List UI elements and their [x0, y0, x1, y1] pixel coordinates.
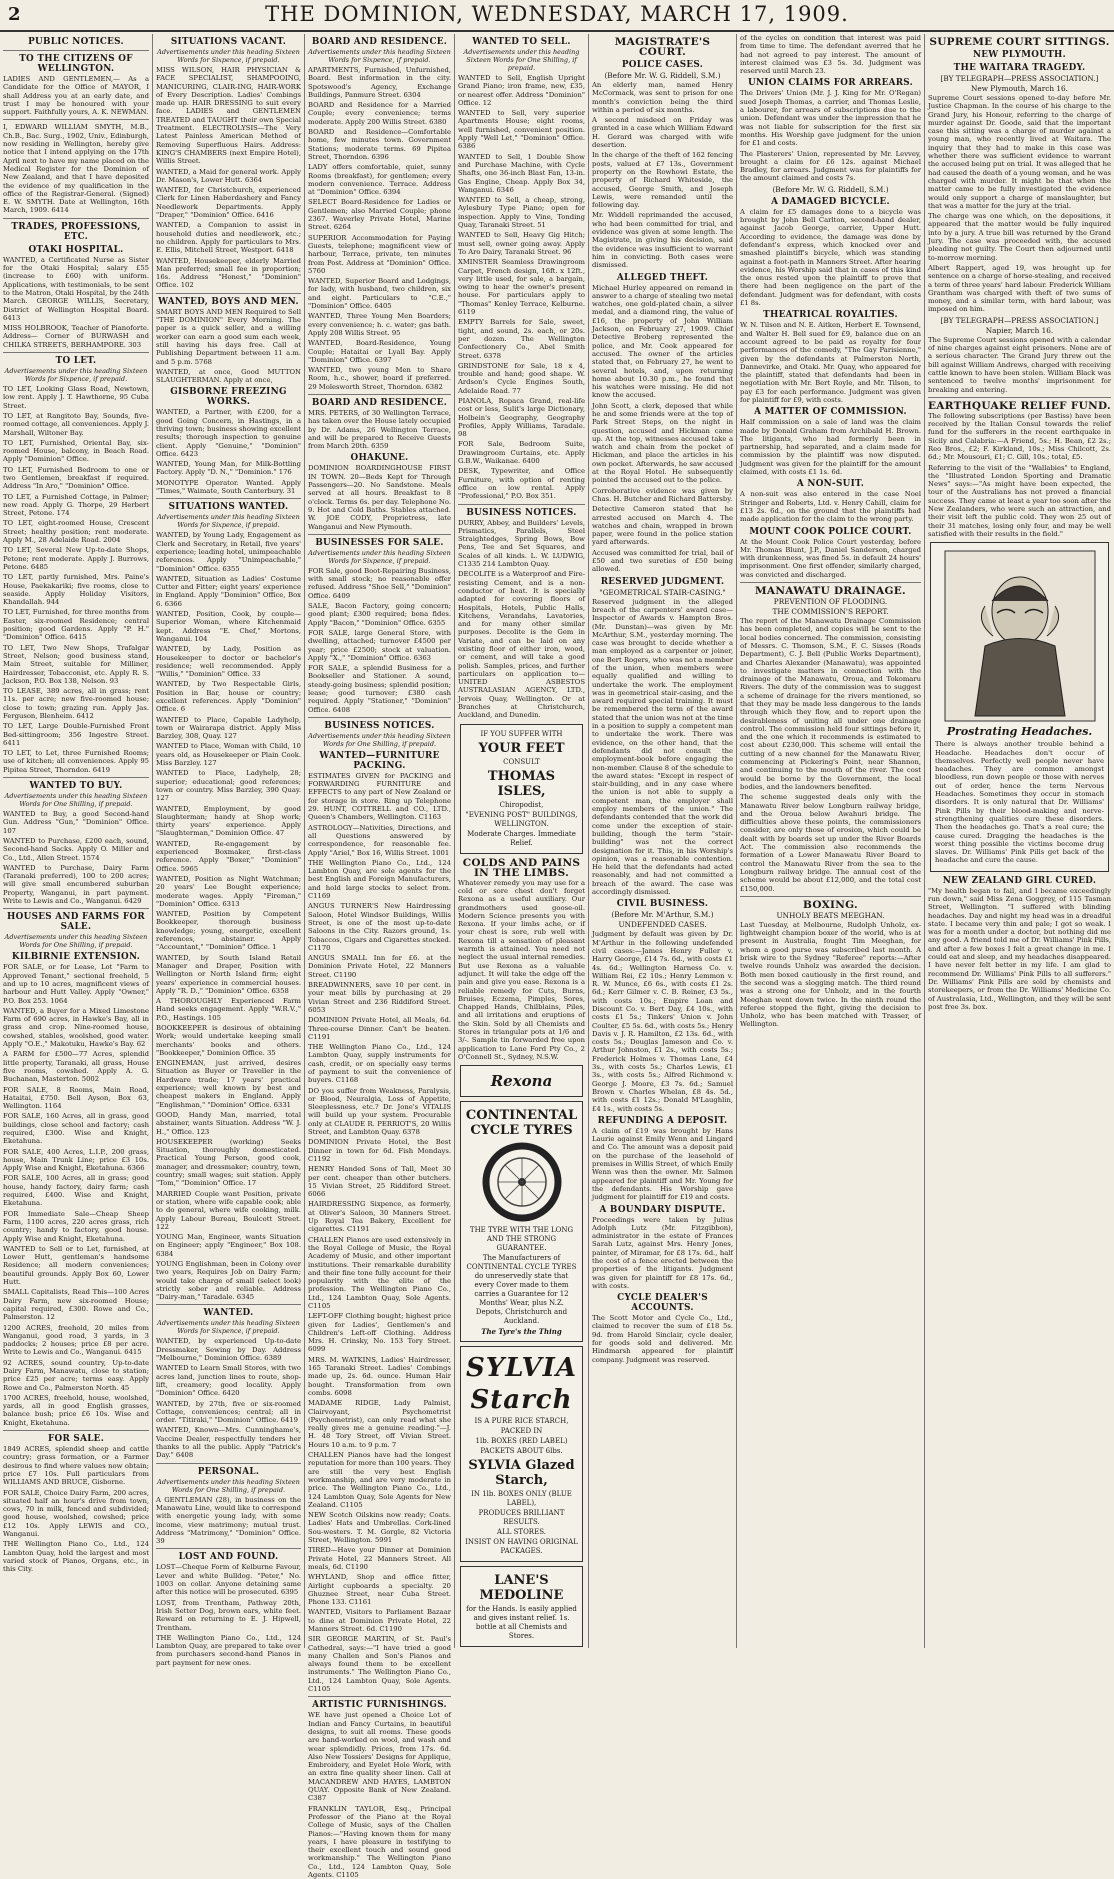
sylvia-starch-advert [460, 1346, 583, 1562]
advert-headline: Prostrating Headaches. [946, 725, 1093, 739]
article-paragraph: Accused was committed for trial, bail of £50 and two sureties of £50 being allowed. [592, 548, 733, 574]
classified-ad: MRS. PETERS, of 30 Wellington Terrace, has taken over the House lately occupied by Dr. Adams, 26 Wellington Terrace, and will be prepared to Receive Guests from March 20th. 6359 [308, 408, 451, 451]
divider [3, 218, 149, 219]
heading-note: Advertisements under this heading Sixteen Words for One Shilling, if prepaid. [463, 48, 580, 72]
section-heading: THE WAITARA TRAGEDY. [953, 63, 1086, 73]
subheading: (Before Mr. M'Arthur, S.M.) [611, 910, 714, 920]
advert-text: IF YOU SUFFER WITH [480, 729, 563, 738]
classified-ad: TIRED—Have your Dinner at Dominion Private Hotel, 22 Manners Street. All meals, 6d. C1190 [308, 1546, 451, 1571]
divider [3, 908, 149, 909]
subheading: UNHOLY BEATS MEEGHAN. [776, 910, 885, 920]
section-heading: WANTED, BOYS AND MEN. [158, 296, 299, 307]
classified-ad: WANTED, Position by Competent Bookkeeper, thorough business knowledge; young, energetic, excellent references, abstainer. Apply "Accountant," "Dominion" Office. 1 [156, 910, 301, 952]
classified-ad: DOMINION Private Hotel, all Meals, 6d. Three-course Dinner. Can't be beaten. C1191 [308, 1016, 451, 1041]
classified-ad: ESTIMATES GIVEN for PACKING and FORWARDING FURNITURE and EFFECTS to any part of New Zealand or for storage in store. Ring up Telephone 29. HUNT, COTTRELL and CO., LTD., Queen's Chambers, Wellington. C1163 [308, 771, 451, 822]
section-heading: OTAKI HOSPITAL. [28, 244, 124, 255]
classified-ad: HAIRDRESSING Sixpence, as formerly, at Oliver's Saloon, 30 Manners Street. Up Royal Tea Bakery, Excellent for cigarettes. C1191 [308, 1200, 451, 1234]
classified-ad: YOUNG Man, Engineer, wants Situation on Engineer; apply "Engineer," Box 108. 6384 [156, 1233, 301, 1258]
classified-ad: WHYLAND, Shop and office fitter, Airlight cupboards a specialty. 20 Ghuznee Street, near Cuba Street. Phone 133. C1161 [308, 1573, 451, 1607]
classified-ad: TO LET, a Furnished Cottage, in Palmer; new road. Apply G. Thorpe, 29 Herbert Street, Petone. 174 [3, 492, 149, 518]
advert-text: 1lb. BOXES (RED LABEL) [475, 1437, 568, 1446]
section-heading: A DAMAGED BICYCLE. [771, 196, 890, 207]
section-heading: WANTED. [203, 1308, 254, 1319]
classified-ad: TO LET, Several New Up-to-date Shops, Petone; rent moderate. Apply J. Burrows, Petone. 6485 [3, 546, 149, 571]
column-5 [588, 34, 736, 1648]
divider [308, 1696, 451, 1697]
classified-ad: LEFT-OFF Clothing bought; highest price given for Ladies', Gentlemen's and Children's Left-off Clothing. Address Mrs. H. Crinsky, No. 153 Tory Street. 6099 [308, 1312, 451, 1354]
advert-brand: Starch [470, 1385, 573, 1416]
section-heading: CIVIL BUSINESS. [616, 899, 709, 910]
classified-ad: 92 ACRES, sound country, Up-to-date Dairy Farm, Manawatu, close to station; price £25 per acre; terms easy. Apply Rowe and Co., Palmerston North. 45 [3, 1358, 149, 1392]
section-heading: WANTED TO BUY. [29, 781, 123, 792]
classified-ad: WANTED, for Christchurch, experienced Clerk for Linen Haberdashery and Fancy Needlework Departments. Apply "Draper," "Dominion" Office. 6416 [156, 186, 301, 220]
classified-ad: WE have just opened a Choice Lot of Indian and Fancy Curtains, in beautiful designs, to suit all rooms. These goods are hand-worked on wool, and wash and wear splendidly. Prices, from 17s. 6d. Also New Tossiers' Designs for Applique, Embroidery, and Eyelet Hole Work, with an extra fine quality sheer linen. Call at MACANDREW AND HAYES, LAMBTON QUAY. Opposite Bank of New Zealand. C387 [308, 1711, 451, 1803]
advert-text: Chiropodist, [499, 800, 544, 809]
section-heading: WANTED TO SELL. [472, 37, 571, 47]
classified-ad: FOR SALE, 400 Acres, L.I.P., 200 grass, house, Main Trunk Line; price £3 10s. Apply Wise and Knight, Eketahuna. 6366 [3, 1147, 149, 1173]
article-paragraph: Detective Cameron stated that he arrested accused on March 4. The watches and chain, wrapped in brown paper, were found in the police station yard afterwards. [592, 505, 733, 547]
classified-ad: TO LET, Furnished, for three months from Easter, six-roomed Residence; central position; good Gardens. Apply "P. H." "Dominion" Office. 6415 [3, 608, 149, 642]
divider [740, 896, 921, 897]
article-paragraph: The Plasterers' Union, represented by Mr. Levvey, brought a claim for £6 12s. against Michael Bradley, for arrears. Judgment was for plaintiffs for the amount claimed and costs 7s. [740, 149, 921, 183]
classified-ad: FRANKLIN TAYLOR, Esq., Principal Professor of the Piano at the Royal College of Music, says of the Challen Pianos:—"Having known them for many years, I have pleasure in testifying to their excellent touch and sound good workmanship." The Wellington Piano Co., Ltd., 124 Lambton Quay, Sole Agents. C1105 [308, 1804, 451, 1879]
article-paragraph: Corroborative evidence was given by Chas. H. Butcher and Richard Battersby. [592, 486, 733, 503]
classified-ad: THE Wellington Piano Co., Ltd., 124 Lambton Quay, are sole agents for the best English and Foreign Manufacturers, and hold large stocks to select from. C1169 [308, 858, 451, 901]
subheading: Napier, March 16. [985, 325, 1054, 335]
classified-ad: WANTED to Sell, Heavy Gig Hitch; must sell, owner going away. Apply To Aro Dairy, Taranaki Street. 96 [458, 231, 585, 256]
section-heading: BOARD AND RESIDENCE. [311, 397, 448, 408]
advert-brand: SYLVIA [465, 1353, 578, 1384]
section-heading: EARTHQUAKE RELIEF FUND. [928, 399, 1111, 412]
pink-pills-advert [930, 542, 1109, 871]
article-paragraph: The scheme suggested deals only with the Manawatu River below Longburn railway bridge, and the Oroua below Awahuri bridge. The difficulties above these points, the commissioners consider, are only those of erosion, which could be dealt with by boards set up under the River Boards Act. The commission also recommends the formation of a Lower Manawatu River Board to control the Manawatu River from the sea to the Longburn railway bridge. The annual cost of the scheme would be about £12,000, and the total cost £150,000. [740, 793, 921, 893]
classified-ad: A FARM for £500—77 Acres, splendid little property, Taranaki, all grass, House five rooms, cowshed. Apply A. G. Buchanan, Masterton. 5002 [3, 1050, 149, 1084]
section-heading: UNION CLAIMS FOR ARREARS. [747, 78, 914, 89]
article-paragraph: Michael Hurley appeared on remand in answer to a charge of stealing two metal watches, one gold-plated chain, a silver medal, and a diamond ring, the value of £16, the property of John William Jackson, on February 27, 1909. Chief Detective Broberg represented the police, and Mr. Cook appeared for accused. The owner of the articles stated that, on February 27, he went to several hotels, and, upon returning home about 10.30 p.m., he found that his watches were missing. He did not know the accused. [592, 283, 733, 400]
article-paragraph: The Scott Motor and Cycle Co., Ltd., claimed to recover the sum of £18 5s. 9d. from Harold Sinclair, cycle dealer, for goods sold and delivered. Mr. Hindmarsh appeared for plaintiff company. Judgment was reserved. [592, 1314, 733, 1364]
classified-ad: 1849 ACRES, splendid sheep and cattle country; grass formation, or a Farmer desirous to find where values now obtain; price £7 10s. Full particulars from WILLIAMS AND BRUCE, Gisborne. [3, 1445, 149, 1487]
classified-ad: TO LET, Large Double-Furnished Front Bed-sittingroom; 356 Ingestre Street. 6411 [3, 722, 149, 747]
rexona-advert [460, 1065, 583, 1097]
heading-note: Advertisements under this heading Sixteen Words for Sixpence, if prepaid. [157, 48, 300, 64]
notice: LADIES AND GENTLEMEN,— As a Candidate for the Office of MAYOR, I shall Address you at an early date, and trust I may be honoured with your support. Faithfully yours, A. K. NEWMAN. [3, 75, 149, 117]
classified-ad: GOOD, Handy Man, married, total abstainer, wants Situation. Address "W. J. H.," Office. 123 [156, 1110, 301, 1136]
section-heading: PUBLIC NOTICES. [28, 37, 124, 47]
classified-ad: MRS. M. WATKINS, Ladies' Hairdresser, 165 Taranaki Street. Ladies' Combings made up, 2s. 6d. ounce. Human Hair bought. Transformation from own combs. 6098 [308, 1355, 451, 1397]
section-heading: A BOUNDARY DISPUTE. [599, 1204, 726, 1215]
classified-ad: WANTED, a Maid for general work. Apply Dr. Mason's, Lower Hutt. 6364 [156, 167, 301, 184]
heading-note: Advertisements under this heading Sixteen Words for One Shilling, if prepaid. [4, 933, 148, 950]
article-paragraph: Last Tuesday, at Melbourne, Rudolph Unholz, ex-lightweight champion boxer of the world, who is at present in Australia, fought Tim Meeghan, for whom a good purse was subscribed last month. A brisk wire to the Sydney "Referee" reports:—After twelve rounds Unholz was awarded the decision. Both men boxed cautiously in the first round, and the second was a slogging match. The third round was a strong one for Unholz, and in the fourth Meeghan went down twice. In the ninth round the referee stopped the fight, giving the decision to Unholz, who has been matched with Trasser, of Wellington. [740, 920, 921, 1029]
subheading: (Before Mr. W. G. Riddell, S.M.) [604, 71, 721, 80]
classified-ad: ANGUS TURNER'S New Hairdressing Saloon, Hotel Windsor Buildings, Willis Street, is one of the most up-to-date Saloons in the City. Razors ground, 1s. Tobaccos, Cigars and Cigarettes stocked. C1170 [308, 902, 451, 952]
subheading: New Plymouth, March 16. [971, 84, 1068, 93]
section-heading: LOST AND FOUND. [178, 1552, 279, 1563]
divider [156, 1463, 301, 1464]
classified-ad: WANTED to Sell, 1 Double Show and Purchase Machine, with Cycle Shafts, one 36-inch Blast Fan, 13-in. Gas Engine, Cheap. Apply Box 34, Wanganui. 6346 [458, 152, 585, 194]
classified-ad: SUPERIOR Accommodation for Paying Guests, telephone; magnificent view of harbour, Terrace, private, ten minutes from Post. Address at "Dominion" Office. 5760 [308, 233, 451, 275]
section-heading: POLICE CASES. [621, 60, 704, 70]
classified-ad: FOR SALE, 8 Rooms, Main Road, Hataitai, £750. Bell Ayson, Box 63, Wellington. 1164 [3, 1085, 149, 1111]
classified-ad: A THOROUGHLY Experienced Farm Hand seeks engagement. Apply "W.R.V.," P.O., Hastings. 105 [156, 997, 301, 1022]
classified-ad: WANTED to Place, Woman with Child, 10 years old, as Housekeeper or Plain Cook. Miss Barzley. 127 [156, 742, 301, 768]
classified-ad: WANTED, by Young Lady, Engagement as Clerk and Secretary, in Retail, five years' experience; leading hotel, unimpeachable references. Apply "Unimpeachable," "Dominion" Office. 6355 [156, 531, 301, 573]
divider [308, 717, 451, 718]
tyre-icon [482, 1142, 562, 1222]
classified-ad: FOR Sale, good Boot-Repairing Business, with small stock; no reasonable offer refused. Address "Shoe Sell," "Dominion" Office. 6409 [308, 566, 451, 600]
heading-note: Advertisements under this heading Sixteen Words for Sixpence, if prepaid. [308, 548, 451, 565]
advert-headline: CONTINENTAL CYCLE TYRES [465, 1108, 578, 1139]
article-paragraph: The Drivers' Union (Mr. J. J. King for Mr. O'Regan) sued Joseph Thomas, a carrier, and Thomas Leslie, a labourer, for arrears of subscriptions due to the union. Defendant was under the impression that he was not liable for subscription for the first six months. His Worship gave judgment for the union for £1 and costs. [740, 89, 921, 148]
classified-ad: HOUSEKEEPER (working) Seeks Situation, thoroughly domesticated. Practical Young Person, good cook, manager, and dressmaker; country, town, country; small wages; suit station. Apply "Tom," "Dominion" Office. 17 [156, 1137, 301, 1188]
divider [3, 777, 149, 778]
newspaper-title: THE DOMINION, WEDNESDAY, MARCH 17, 1909. [265, 2, 849, 26]
advert-text: Moderate Charges. Immediate Relief. [467, 829, 576, 847]
classified-ad: WANTED, by 27th, five or six-roomed Cottage, conveniences; central; all in order. "Titiraki," "Dominion" Office. 6419 [156, 1399, 301, 1425]
classified-ad: WANTED, a Partner, with £200, for a good Going Concern, in Hastings, in a thriving town; business showing excellent results; thorough inspection to genuine client. Apply "Genuine," "Dominion" Office. 6423 [156, 408, 301, 458]
classified-ad: TO LET, partly furnished, Mrs. Paine's House, Paekakariki; five rooms, close to seaside. Apply Holiday Visitors, Khandallah. 944 [3, 573, 149, 607]
article-paragraph: Albert Rappert, aged 19, was brought up for sentence on a charge of horse-stealing, and received a term of three years' hard labour. Frederick William Grantham was charged with theft of two sums of money, and a similar term, with hard labour, was imposed on him. [928, 263, 1111, 314]
heading-note: Advertisements under this heading Sixteen Words for One Shilling, if prepaid. [308, 731, 451, 748]
classified-ad: MADAME RIDGE, Lady Palmist, Clairvoyant, Psychometrist (Psychometrist), can only read what she really gives me a genuine reading."—J. H. 48 Tory Street, off Vivian Street. Hours 10 a.m. to 9 p.m. 7 [308, 1399, 451, 1449]
classified-ad: SIR GEORGE MARTIN, of St. Paul's Cathedral, says:—"I have tried a good many Challen and Son's Pianos and always found them to be excellent instruments." The Wellington Piano Co., Ltd., 124 Lambton Quay, Sole Agents. C1105 [308, 1635, 451, 1694]
section-heading: PERSONAL. [197, 1466, 260, 1477]
column-4 [454, 34, 588, 1648]
classified-ad: SMART BOYS AND MEN Required to Sell "THE DOMINION" Every Morning. The paper is a quick seller, and a willing worker can earn a good sum each week, still having his days free. Call at Publishing Department between 11 a.m. and 5 p.m. 5768 [156, 307, 301, 366]
classified-ad: MARRIED Couple want Position, private or station, where wife capable cook; able to do general, where wife cooking, milk. Apply Labour Bureau, Boulcott Street. 122 [156, 1189, 301, 1231]
classified-ad: TO LET, Furnished, Oriental Bay, six-roomed House, balcony, in Beach Road. Apply "Dominion" Office. [3, 438, 149, 464]
column-3 [304, 34, 454, 1879]
column-7 [924, 34, 1114, 1648]
section-heading: ARTISTIC FURNISHINGS. [312, 1700, 447, 1711]
classified-ad: LOST, from Trentham, Pathway 20th, Irish Setter Dog, brown ears, white feet. Reward on returning to E. J. Hipwell, Trentham. [156, 1598, 301, 1632]
advert-headline: LANE'S MEDOLINE [479, 1573, 564, 1604]
divider [156, 1304, 301, 1305]
classified-ad: WANTED, Known—Mrs. Cunninghame's, Vaccine Dealer, respectfully tenders her thanks to all the public. Apply "Patrick's Day." 6408 [156, 1426, 301, 1460]
article-paragraph: At the Mount Cook Police Court yesterday, before Mr. Thomas Blunt, J.P., Daniel Sanderson, charged with drunkenness, was fined 5s. in default 24 hours' imprisonment. One first offender, similarly charged, was convicted and discharged. [740, 537, 921, 579]
classified-ad: WANTED, Three Young Men Boarders; every convenience; h. c. water; gas bath. Apply 208 Willis Street. 95 [308, 312, 451, 337]
section-heading: A NON-SUIT. [796, 479, 865, 490]
classified-ad: WANTED, at once, Good MUTTON SLAUGHTERMAN. Apply at once, [156, 367, 301, 385]
advert-headline: YOUR FEET [478, 740, 565, 756]
classified-ad: WANTED, Position, Cook, by couple—Superior Woman, where Kitchenmaid kept. Address "E. Chef," Mortons, Wanganui. 104 [156, 610, 301, 643]
article-paragraph: In the charge of the theft of 162 fencing posts, valued at £7 13s., Government property on the Rowhowi Estate, the property of Richard Whiteside, the accused, George Smith, and Joseph Lewis, were remanded until the following day. [592, 151, 733, 210]
classified-ad: XMINSTER Seamless Drawingroom Carpet, French design, 16ft. x 12ft., very little used, for sale, a bargain, owing to hear the owner's present house. For particulars apply to "Thomas" Kenley Terrace, Kelburne. 6119 [458, 258, 585, 317]
heading-note: Advertisements under this heading Sixteen Words for One Shilling, if prepaid. [4, 792, 148, 809]
classified-ad: WANTED, Situation as Ladies' Costume Cutter and Fitter; eight years' experience in England. Apply "Dominion" Office, Box 6. 6366 [156, 574, 301, 608]
page-number: 2 [8, 4, 21, 25]
article-paragraph: A claim for £5 damages done to a bicycle was brought by John Bell Carlton, second-hand dealer, against Jacob George, carrier, Upper Hutt. According to evidence, the damage was done by defendant's express, which knocked over and smashed plaintiff's bicycle, which was standing against a foot-path in Manners Street. After hearing evidence, his Worship said that in cases of this kind the onus rested upon the plaintiff to prove that there had been negligence on the part of the defendant. Judgment was for defendant, with costs £1 8s. [740, 207, 921, 308]
classified-ad: ENGINEMAN, just arrived, desires Situation as Buyer or Traveller in the Hardware trade; 17 years' practical experience; well known by best and cheapest makers in England. Apply "Englishman," "Dominion" Office. 6331 [156, 1059, 301, 1109]
article-paragraph: The following subscriptions (per Bastiss) have been received by the Italian Consul towards the relief fund for the sufferers in the recent earthquake in Sicily and Calabria:—A Friend, 5s.; H. Bean, £2 2s.; Reo Bros., £2; F. Kirkland, 10s.; Miss Chilcott, 2s. 6d.; Mr. Mousouri, £1; C. Gill, 10s.; total, £5. [928, 411, 1111, 462]
classified-ad: WANTED to Sell, very superior Apartments House; eight rooms, well furnished, convenient position. Apply "Well Let," "Dominion" Office. 6386 [458, 109, 585, 151]
divider [3, 352, 149, 353]
classified-ad: WANTED, Housekeeper, elderly Married Man preferred; small fee in proportion; 16s. Address "Honest," "Dominion" Office. 102 [156, 256, 301, 290]
heading-note: Advertisements under this heading Sixteen Words for Sixpence, if prepaid. [157, 1319, 300, 1336]
column-1 [0, 34, 152, 1648]
article-paragraph: Half commission on a sale of land was the claim made by Donald Graham from Archibald H. Brown. The litigants, who had formerly been in partnership, had separated, and a claim made for commission by the plaintiff was now disputed. Judgment was given for the plaintiff for the amount claimed, with costs £1 1s. 6d. [740, 418, 921, 477]
article-paragraph: of the cycles on condition that interest was paid from time to time. The defendant averred that he had not agreed to pay interest. The amount of interest claimed was £3 5s. 3d. Judgment was reserved until March 23. [740, 34, 921, 76]
divider [458, 504, 585, 505]
advert-text: INSIST ON HAVING ORIGINAL PACKAGES. [465, 1538, 578, 1556]
advert-text: THE TYRE WITH THE LONG AND THE STRONG GUARANTEE. [469, 1226, 574, 1253]
notice: WANTED, a Certificated Nurse as Sister for the Otaki Hospital; salary £55 (increase to £60) with uniform. Applications, with testimonials, to be sent to the Matron, Otaki Hospital, by the 24th March. GEORGE WILLIS, Secretary, District of Wellington Hospital Board. 6413 [3, 255, 149, 322]
classified-ad: WANTED to Place, Ladyhelp, 28; superior; educational; good references; town or country. Miss Barzley, 390 Quay. 127 [156, 769, 301, 803]
classified-ad: WANTED to Learn Small Stores, with two acres land, junction lines to route, shop-lift, creamery; good locality. Apply "Dominion" Office. 6420 [156, 1364, 301, 1398]
section-heading: MOUNT COOK POLICE COURT. [749, 526, 912, 537]
article-paragraph: An elderly man, named Henry McCormack, was sent to prison for one month's conviction being the third within a period of six months. [592, 81, 733, 114]
classified-ad: NEW Scotch Oilskins now ready; Coats. Ladies' Hats and Umbrellas. Cork-lined Sou-westers. T. M. Gorgle, 82 Victoria Street, Wellington. 5991 [308, 1511, 451, 1545]
classified-ad: WANTED, Superior Board and Lodgings, for lady, with husband, two children, six and eight. Particulars to "C.E.," "Dominion" Office. 6405 [308, 277, 451, 311]
advert-text: "EVENING POST" BUILDINGS, WELLINGTON. [465, 810, 578, 828]
article-paragraph: A claim of £19 was brought by Hans Laurie against Emily Wenn and Lingard and Co. The amount was a deposit paid on the purchase of the leasehold of premises in Willis Street, of which Emily Wenn was then the owner. Mr. Salmon appeared for plaintiff and Mr. Young for the defendants. His Worship gave judgment for plaintiff for £19 and costs. [592, 1126, 733, 1202]
chiropodist-advert [460, 724, 583, 854]
section-heading: OHAKUNE. [350, 453, 409, 464]
classified-ad: WANTED, a Buyer for a Mixed Limestone Farm of 690 acres, in Hawke's Bay, all in grass and crop. Nine-roomed house, cowshed, stables, woolshed, good water. Apply "O.E.," Makotuku, Hawke's Bay. 62 [3, 1006, 149, 1049]
article-paragraph: Mr. Widdell reprimanded the accused, who had been committed for trial, and evidence was given at some length. The Magistrate, in giving his decision, said the evidence was insufficient to warrant him in convicting. Both cases were dismissed. [592, 211, 733, 270]
classified-ad: WANTED to Purchase, Dairy Farm (Taranaki preferred), 100 to 200 acres; will give small encumbered suburban Property, Wanganui, in part payment. Write to Lewis and Co., Wanganui. 6429 [3, 863, 149, 906]
advert-text: PRODUCES BRILLIANT RESULTS. [478, 1509, 565, 1527]
classified-ad: EMPTY Barrels for Sale, sweet, tight, and sound, 2s. each, or 20s. per dozen. The Wellington Confectionery Co., Abel Smith Street. 6378 [458, 318, 585, 360]
article-paragraph: The Supreme Court sessions opened with a calendar of nine charges against eight prisoners. None are of a serious character. The Grand Jury threw out the bill against William Andrews, charged with receiving cattle known to have been stolen. William Black was sentenced to twelve months' imprisonment for breaking and entering. [928, 335, 1111, 394]
classified-ad: TO LET, Looking Glass Road, Newtown, low rent. Apply J. T. Hawthorne, 95 Cuba Street. [3, 385, 149, 410]
classified-ad: FOR SALE, 160 Acres, all in grass, good buildings, close school and factory; cash required, £300. Wise and Knight, Eketahuna. [3, 1112, 149, 1146]
classified-ad: TO LET, to Let, three Furnished Rooms; use of kitchen; all conveniences. Apply 95 Pipitea Street, Thorndon. 6419 [3, 749, 149, 774]
subheading: PREVENTION OF FLOODING. [773, 597, 888, 607]
advert-text: The Tyre's the Thing [481, 1327, 562, 1337]
classified-ad: WANTED, Employment, by good Slaughterman; handy at Shop work; thirty years' experience. Apply "Slaughterman," Dominion Office. 47 [156, 804, 301, 838]
divider [156, 1548, 301, 1549]
classified-ad: 1700 ACRES, freehold, house, woolshed, yards, all in good English grasses, balance bush; price £6 10s. Wise and Knight, Eketahuna. [3, 1393, 149, 1427]
classified-ad: YOUNG Englishman, been in Colony over two years, Requires Job on Dairy Farm; would take charge of small (select look) strictly sober and reliable. Address "Dairy-man," Taradale. 6345 [156, 1260, 301, 1302]
classified-ad: WANTED, Visitors to Parliament Bazaar to dine at Dominion Private Hotel, 22 Manners Street. 6d. C1190 [308, 1608, 451, 1633]
subheading: "GEOMETRICAL STAIR-CASING." [599, 587, 726, 597]
classified-ad: WANTED, Young Man, for Milk-Bottling Factory. Apply "D. N.," "Dominion." 176 [156, 460, 301, 477]
advert-headline: SYLVIA Glazed Starch, [468, 1458, 575, 1489]
classified-ad: WANTED, two young Men to Share Room, h.c., shower, board if preferred. 29 Molesworth Street, Thorndon. 6382 [308, 366, 451, 391]
classified-ad: WANTED, Board-Residence, Young Couple; Hataitai or Lyall Bay. Apply "Dominion" Office. 6397 [308, 339, 451, 364]
advert-text: CONSULT [503, 757, 540, 766]
article-paragraph: Supreme Court sessions opened to-day before Mr. Justice Chapman. In the course of his charge to the Grand Jury, his Honour, referring to the charge of murder against Dr. Goode, said that the important case this sitting was a charge of murder against a young man, who recently lived at Waitara. The inquiry that they had to make in this case was whether there was sufficient evidence to warrant the accused being put on trial. It was alleged that he had caused the death of a young woman, and he was charged with murder. It might be that when the matter came to be fully investigated the evidence would only support a charge of manslaughter, but that was a matter for the jury at the trial. [928, 94, 1111, 210]
article-paragraph: "My health began to fail, and I became exceedingly run down," said Miss Zena Goggrey, of 115 Tasman Street, Wellington. "I suffered with blinding headaches. Day and night my head was in a dreadful state. I became very thin and pale; I got so weak. I was for a month under a doctor, but nothing did me any good. A friend told me of Dr. Williams' Pink Pills, and after a few boxes I felt a great change in me. I could eat and sleep, and my headaches disappeared. I have never felt better in my life. I am glad to recommend Dr. Williams' Pink Pills to all sufferers." Dr. Williams' Pink Pills are sold by chemists and storekeepers, or from the Dr. Williams' Medicine Co. of Australasia, Ltd., Wellington, and they will be sent post free 3s. box. [928, 886, 1111, 1011]
classified-ad: WANTED to Place, Capable Ladyhelp, town or Wairarapa district. Apply Miss Barzley, 308, Quay. 127 [156, 715, 301, 741]
classified-ad: HENRY Handed Sons of Tall, Meet 30 per cent. cheaper than other butchers. 15 Vivian Street, 25 Riddiford Street. 6066 [308, 1165, 451, 1199]
classified-ad: WANTED to Sell, English Upright Grand Piano; iron frame, new, £35, or nearest offer. Address "Dominion" Office. 12 [458, 74, 585, 107]
classified-ad: THE Wellington Piano Co., Ltd., 124 Lambton Quay, are prepared to take over from purchasers second-hand Pianos in part payment for new ones. [156, 1633, 301, 1667]
subheading: [BY TELEGRAPH—PRESS ASSOCIATION.] [940, 315, 1099, 325]
advert-text: The Manufacturers of CONTINENTAL CYCLE TYRES do unreservedly state that every Cover made to them carries a Guarantee for 12 Months' Wear, plus N.Z. Depots, Christchurch and Auckland. [466, 1254, 577, 1326]
classified-ad: WANTED, by experienced Up-to-date Dressmaker, Sewing by Day. Address "Melbourne," Dominion Office. 6389 [156, 1337, 301, 1363]
heading-note: Advertisements under this heading Sixteen Words for Sixpence, if prepaid. [157, 513, 300, 530]
article-paragraph: Reserved judgment in the alleged breach of the carpenters' award case—Inspector of Awards v. Hampton Bros. (Mr. Dunstan)—was given by Mr. McArthur, S.M., yesterday morning. The case was brought to decide whether a man employed as a carpenter or joiner, one Bert Rogers, who was not a member of the union, when members were equally qualified and willing to undertake the work. The employment was in geometrical stair-casing, and the award required special training. It must be remembered the term of the award stated that the union was not at the time in a position to supply a competent man to undertake the work. There was evidence, on the other hand, that the defendants did not consult the employment-book before engaging the non-member. Clause 8 of the schedule to the award states: "Except in respect of stair-building, and in any case where the union is not able to supply a competent man, the employer shall employ members of the union." The defendants contended that the work did come under the exception of stair-building, though the term "stair-building" was not the correct designation for it. This, in his Worship's opinion, was a reasonable contention. He held that the defendants had acted reasonably, and had not committed a breach of the award. The case was accordingly dismissed. [592, 597, 733, 897]
section-heading: BOARD AND RESIDENCE. [311, 37, 448, 47]
divider [156, 498, 301, 499]
classified-ad: CHALLEN Pianos are used extensively in the Royal College of Music, the Royal Academy of Music, and other important institutions. Their remarkable durability and their fine tone fully account for their popularity with the elite of the profession. The Wellington Piano Co., Ltd., 124 Lambton Quay, Sole Agents. C1105 [308, 1235, 451, 1310]
advert-text: ALL STORES. [497, 1528, 546, 1537]
section-heading: CYCLE DEALER'S ACCOUNTS. [617, 1293, 708, 1314]
section-heading: A MATTER OF COMMISSION. [754, 407, 907, 418]
classified-ad: CHALLEN Pianos have had the longest reputation for more than 100 years. They are still the very best English workmanship, and are very moderate in price. The Wellington Piano Co., Ltd., 124 Lambton Quay, Sole Agents for New Zealand. C1105 [308, 1451, 451, 1509]
article-paragraph: John Scott, a clerk, deposed that while he and some friends were at the top of Park Street Steps, on the night in question, accused and Hickman came up. At the top, witnesses accused take a watch and chain from the pocket of Hickman, and place the articles in his own pocket. Afterwards, he saw accused at the Royal Hotel. He subsequently pointed the accused out to the police. [592, 401, 733, 485]
classified-ad: MONOTYPE Operator. Wanted. Apply "Times," Waimate, South Canterbury. 31 [156, 478, 301, 496]
section-heading: SITUATIONS WANTED. [168, 502, 289, 513]
article-paragraph: W. N. Tilson and N. E. Aitken, Herbert E. Townsend, and Walter H. Bell sued for £9, balance due on an account agreed to be paid as royalty for four performances of the comedy, "The Gay Parisienne," given by the defendants at Palmerston North, Dannevirke, and Otaki. Mr. Quay, who appeared for the plaintiff, stated that defendants had been in negotiation with Mr. Bert Royle, and Mr. Tilson, to pay £3 for each performance. Judgment was given for plaintiff for £9, with costs. [740, 321, 921, 404]
advert-headline: THOMAS ISLES, [487, 768, 556, 799]
continental-tyres-advert [460, 1101, 583, 1342]
subheading: UNDEFENDED CASES. [618, 920, 707, 930]
classified-ad: WANTED, by Lady, Position as Housekeeper to doctor or bachelor's residence; well recommended. Apply "Willis," "Dominion" Office. 33 [156, 645, 301, 679]
advert-text: IN 1lb. BOXES ONLY (BLUE LABEL), [471, 1490, 572, 1508]
classified-ad: PIANOLA, Ropaca Grand, real-life cost or less, Sulit's large Dictionary, Holbein's Geography, Geography Profiles, Apply Williams, Taradale. 98 [458, 396, 585, 439]
section-heading: THEATRICAL ROYALTIES. [763, 310, 898, 321]
classified-ad: BOARD and Residence—Comfortable home, few minutes town. Government Stations; moderate terms. 69 Pipitea Street, Thorndon. 6396 [308, 128, 451, 161]
classified-ad: BREADWINNERS, save 10 per cent. in your meat bills by purchasing at 29 Vivian Street and 236 Riddiford Street. 6053 [308, 981, 451, 1014]
classified-ad: DO you suffer from Weakness, Paralysis, or Blood, Neuralgia, Loss of Appetite, Sleeplessness, etc.? Dr. Jone's VITALIS will build up your system. Procurable only at CLAUDE R. PERRIOT'S, 20 Willis Street, and Lambton Quay. 6378 [308, 1086, 451, 1137]
classified-ad: WANTED to Purchase, £200 each, sound, Second-hand Sacks. Apply O. Miller and Co., Ltd., Allen Street. 1574 [3, 836, 149, 862]
advert-brand: Rexona [490, 1072, 553, 1091]
advert-text: PACKETS ABOUT 6lbs. [480, 1447, 563, 1456]
advert-text: for the Hands. Is easily applied and gives instant relief. 1s. bottle at all Chemists and Stores. [466, 1605, 577, 1641]
classified-ad: FOR Sale, Bedroom Suite, Drawingroom Curtains, etc. Apply G.B.W., Waikanae. 6400 [458, 440, 585, 466]
classified-ad: A GENTLEMAN (28), in business on the Manawatu Line, would like to correspond with energetic young lady, with some income, view matrimony; mutual trust. Address "Matrimony," "Dominion" Office. 39 [156, 1495, 301, 1546]
classified-ad: MISS WILSON, HAIR PHYSICIAN & FACE SPECIALIST, SHAMPOOING, MANICURING, CLAIR-ING, HAIR-WORK of Every Description. Ladies' Combings made up. HAIR DRESSING to suit every face. LADIES and GENTLEMEN TREATED and TAUGHT their own Special Treatment. ELECTROLYSIS—The Very Latest Painless American Method of Removing Superfluous Hairs. Address: KING'S CHAMBERS (next Empire Hotel), Willis Street. [156, 66, 301, 166]
advert-text: PACKED IN [500, 1427, 543, 1436]
notice: I, EDWARD WILLIAM SMYTH, M.B., Ch.B., Bac. Surg., 1902, Univ., Edinburgh, now residing in Wellington, hereby give notice that I intend applying on the 17th April next to have my name placed on the Medical Register for the Dominion of New Zealand, and that I have deposited the evidence of my qualification in the office of the Registrar-General. (Signed) E. W. SMYTH. Date at Wellington, 16th March, 1909. 6414 [3, 123, 149, 215]
classified-ad: LOST—Cheque Form of Kelburne Favour, Lever and white Bulldog. "Peter," No. 1003 on collar. Anyone detaining same after this notice will be prosecuted. 6395 [156, 1563, 301, 1597]
section-heading: TO LET. [55, 356, 97, 367]
section-heading: ALLEGED THEFT. [616, 272, 709, 283]
classified-ad: ANGUS SMALL Inn for £6. at the Dominion Private Hotel, 22 Manners Street. C1190 [308, 954, 451, 979]
heading-note: Advertisements under this heading Sixteen Words for Sixpence, if prepaid. [308, 48, 451, 64]
classified-ad: BOARD and Residence for a Married Couple; every convenience; terms moderate. Apply 200 Willis Street. 6380 [308, 101, 451, 126]
section-heading: WANTED—FURNITURE PACKING. [319, 750, 440, 771]
section-heading: FOR SALE. [47, 1434, 105, 1445]
classified-ad: FOR SALE, Choice Dairy Farm, 200 acres, situated half an hour's drive from town, cows, 70 in milk, fenced and subdivided; good house, woolshed, cowshed; price £12 10s. Apply LEWIS and CO., Wanganui. [3, 1488, 149, 1539]
classified-ad: FOR SALE, large General Store, with dwelling, attached; turnover £4500 per year; price £2500; stock at valuation. Apply "X.," "Dominion" Office. 6363 [308, 628, 451, 662]
section-heading: BUSINESS NOTICES. [466, 507, 577, 518]
classified-ad: TO LET, Furnished Bedroom to one or two Gentlemen, breakfast if required. Address "In Aro," "Dominion" Office. [3, 465, 149, 491]
advert-text: There is always another trouble behind a Headache. Headaches don't occur of themselves. Perfectly well people never have headaches. They are common amongst bloodless, run down people or those with nerves out of order, hence the term Nervous Headaches. Sometimes they occur in stomach disorders. It is only natural that Dr. Williams' Pink Pills by their blood-making and nerve-strengthening qualities cure these disorders. Then the headaches go. That's a real cure; the cause cured. Dragging the headaches is the worst thing possible the victims become drug slaves. Dr. Williams' Pink Pills get back of the headache and cure the cause. [935, 740, 1104, 865]
classified-ad: FOR SALE, 100 Acres, all in grass; good house, handy factory, dairy farm; cash required, £400. Wise and Knight, Eketahuna. [3, 1174, 149, 1208]
column-2 [152, 34, 304, 1667]
classified-ad: TO LET, at Rangitoto Bay, Sounds, five-roomed cottage, all conveniences. Apply J. Marshall, Wiltoner Bay. [3, 411, 149, 437]
classified-ad: SELECT Board-Residence for Ladies or Gentlemen; also Married Couple; phone 2367. Waverley Private Hotel, Marine Street. 6264 [308, 198, 451, 232]
section-heading: HOUSES AND FARMS FOR SALE. [7, 912, 145, 933]
classified-ad: WANTED, Position as Night Watchman; 20 years' Lee Bought experience; moderate wages. Apply "Fireman," "Dominion" Office. 6313 [156, 874, 301, 908]
section-heading: KILBIRNIE EXTENSION. [11, 952, 141, 963]
column-6 [736, 34, 924, 1648]
section-heading: NEW PLYMOUTH. [972, 50, 1067, 60]
classified-ad: ASTROLOGY—Nativities, Directions, and all Questions answered by correspondence, for reasonable fee. Apply "Ariel," Box 16, Willis Street. 1001 [308, 823, 451, 857]
section-heading: MAGISTRATE'S COURT. [614, 36, 711, 58]
divider [156, 293, 301, 294]
classified-ad: APARTMENTS, Furnished, Unfurnished, Board. Best information in the city. Spotswood's Agency, Exchange Buildings, Panmure Street. 6304 [308, 66, 451, 99]
article-paragraph: Judgment by default was given by Dr. M'Arthur in the following undefended civil cases:—James Henry Fuller v. Harry George, £14 7s. 6d., with costs £1 4s. 6d.; Wellington Harness Co. v. William Rei, £2 10s.; Henry Lemmon v. R. W. Munce, £6 6s., with costs £1 2s. 6d.; Kerr Gilmer v. C. B. Reiner, £3 5s., with costs 10s.; Empire Loan and Discount Co. v. Bert Day, £4 10s., with costs £1 5s.; Tinkers' Union v. John Coulter, £5 5s. 6d., with costs 5s.; Henry Davis v. J. R. Hamilton, £2 13s. 6d., with costs 5s.; Douglas Jameson and Co. v. Arthur Johnston, £1 2s., with costs 5s.; Frederick Holmes v. Thomas Lane, £4 3s., with costs 5s.; Charles Lewis, £1 3s., with costs 5s.; Alfred Richmond v. George J. Moore, £3 7s. 6d.; Samuel Brown v. Charles Whelan, £8 4s. 5d., with costs £1 12s.; Donald M'Laughlin, £4 1s., with costs 5s. [592, 930, 733, 1113]
section-heading: BOXING. [802, 898, 859, 911]
divider [928, 397, 1111, 398]
classified-ad: DESK, Typewriter, and Office Furniture, with option of renting office on low rental. Apply "Professional," P.O. Box 351. [458, 467, 585, 501]
divider [3, 50, 149, 51]
classified-ad: 1200 ACRES, freehold, 20 miles from Wanganui, good road, 3 yards, in 3 paddocks; 2 houses; price £8 per acre. Write to Lewis and Co., Wanganui. 6415 [3, 1323, 149, 1357]
heading-note: Advertisements under this heading Sixteen Words for One Shilling, if prepaid. [157, 1477, 300, 1494]
heading-note: Advertisements under this heading Sixteen Words for Sixpence, if prepaid. [4, 367, 148, 384]
article-paragraph: A second misdeed on Friday was granted in a case which William Edward H. Gerard was charged with wife desertion. [592, 116, 733, 150]
section-heading: BUSINESS NOTICES. [324, 720, 435, 731]
classified-ad: FOR SALE, or for Lease, Lot "Farm to Approved Tenant," sectional freehold, 5 and up to 10 acres, magnificent views of harbour and Hutt Valley. Apply "Owner," P.O. Box 253. 1064 [3, 963, 149, 1005]
classified-ad: TO LET, eight-roomed House, Crescent Street; healthy position; rent moderate. Apply M., 28 Adelaide Road. 2004 [3, 519, 149, 545]
classified-ad: THE Wellington Piano Co., Ltd., 124 Lambton Quay, supply instruments for cash, credit, or on specially easy terms of payment to suit the convenience of buyers. C1168 [308, 1043, 451, 1085]
classified-ad: SALE, Bacon Factory, going concern; good plant; £300 required; bona fides. Apply "Bacon," "Dominion" Office. 6355 [308, 602, 451, 627]
classified-ad: FOR Immediate Sale—Cheap Sheep Farm, 1100 acres, 220 acres grass, rich country; handy to factory, good house. Apply Wise and Knight, Eketahuna. [3, 1209, 149, 1243]
article-paragraph: The report of the Manawatu Drainage Commission has been completed, and copies will be sent to the local bodies concerned. The commission, consisting of Messrs. C. Thomson, S.M., F. C. Sisses (Roads Department), C. J. Bell (Public Works Department), and Charles Alexander (Manawatu), was appointed to investigate matters in connection with the drainage of the Manawatu, Oroua, and Tokomaru Rivers. The duty of the commission was to suggest a scheme of drainage for the rivers mentioned, so that they may be made less dangerous to the lands through which they flow, and to report upon the desirableness of uniting all under one drainage control. The commission held four sittings before it, and the one which it recommends is estimated to cost about £230,000. This scheme will entail the cutting of a new channel for the Manawatu River, commencing at Pickering's Point, near Shannon, and continuing to the mouth of the river. The cost would be borne by the Government, the local bodies, and the landowners benefited. [740, 617, 921, 791]
advert-text: IS A PURE RICE STARCH, [474, 1417, 569, 1426]
classified-ad: DOMINION BOARDINGHOUSE FIRST IN TOWN. 20—Beds Kept for Through Passengers—20. No Sandstone. Meals served at all hours. Breakfast to 8 o'clock. Terms 6s. per day. Telephone No. 9. Hot and Cold Baths. Stables attached. W. JOE CODY, Proprietress, late Wanganui and New Plymouth. [308, 464, 451, 531]
section-heading: GISBORNE FREEZING WORKS. [170, 387, 287, 408]
subheading: (Before Mr. W. G. Riddell, S.M.) [772, 184, 889, 194]
section-heading: RESERVED JUDGMENT. [600, 576, 725, 587]
notice: MISS HOLBROOK, Teacher of Pianoforte. Address— Corner of BURWASH and CHILKA STREETS, BERHAMPORE. 303 [3, 324, 149, 349]
article-paragraph: Proceedings were taken by Julius Adolph Lutz (Mr. Fitzgibbon), administrator in the estate of Frances Sarah Lutz, against Mrs. Henry Jones, painter, of Miramar, for £8 17s. 6d., half the cost of a fence erected between the properties of the litigants. Judgment was given for plaintiff for £8 17s. 6d., with costs. [592, 1215, 733, 1290]
section-heading: SUPREME COURT SITTINGS. [929, 36, 1110, 48]
classified-ad: LADY offers comfortable, quiet, sunny Rooms (breakfast), for gentlemen; every modern convenience. Terrace. Address at "Dominion" Office. 6394 [308, 163, 451, 197]
classified-ad: TO LET, Two New Shops, Trafalgar Street, Nelson; good business stand, Main Street, suitable for Milliner, Hairdresser, Tobacconist, etc. Apply R. S. Jackson, P.O. Box 138, Nelson. 93 [3, 643, 149, 685]
classified-ad: FOR SALE, a splendid Business for a Bookseller and Stationer. A sound, steady-going business; splendid position; lease; good turnover; £380 cash required. Apply "Stationer," "Dominion" Office. 6408 [308, 664, 451, 714]
classified-ad: TO LEASE, 389 acres, all in grass; rent 11s. per acre; new five-roomed house; close to town; grazing run. Apply Jas. Ferguson, Blenheim. 6412 [3, 687, 149, 720]
classified-ad: GRINDSTONE for Sale, 18 x 4, trouble and hand; good shape. W. Ardson's Cycle Engines South, Adelaide Road. 77 [458, 361, 585, 395]
section-heading: SITUATIONS VACANT. [170, 37, 287, 47]
classified-ad: BOOKKEEPER is desirous of obtaining Work; would undertake keeping small merchants' books and others. "Bookkeeper," Dominion Office. 35 [156, 1023, 301, 1057]
classified-ad: WANTED to Sell, a cheap, strong, Aylesbury Type Piano; open for inspection. Apply to Vine, Tonding Quay, Taranaki Street. 51 [458, 196, 585, 230]
divider [3, 1430, 149, 1431]
classified-ad: WANTED, by South Island Retail Manager and Draper, Position with Wellington or North Island firm; eight years' experience in commercial houses. Apply "R. D.," "Dominion" Office. 6358 [156, 953, 301, 995]
headache-illustration [945, 551, 1095, 721]
classified-ad: DURRY, Abbey, and Builders' Levels, Prismatics, Parallels, Steel Straightedges, Spring Bows, Bow Pens, Tee and Set Squares, and Scales of all kinds. L. W. LUDWIG, C1335 214 Lambton Quay. [458, 518, 585, 569]
classified-ad: WANTED to Sell or to Let, furnished, at Lower Hutt, gentleman's handsome Residence; all modern conveniences; beautiful grounds. Apply Box 60, Lower Hutt. [3, 1244, 149, 1287]
classified-ad: SMALL Capitalists, Read This—100 Acres Dairy Farm, new six-roomed House; capital required, £300. Rowe and Co., Palmerston. 12 [3, 1288, 149, 1322]
subheading: [BY TELEGRAPH—PRESS ASSOCIATION.] [940, 74, 1099, 83]
section-heading: MANAWATU DRAINAGE. [755, 585, 906, 598]
classified-ad: THE Wellington Piano Co., Ltd., 124 Lambton Quay, hold the largest and most varied stock of Pianos, Organs, etc., in this City. [3, 1540, 149, 1574]
article-paragraph: The charge was one which, on the depositions, it appeared that the matter would be fully inquired into by a jury. A true bill was returned by the Grand Jury. The case was proceeded with, the accused pleading not guilty. The Court then adjourned until to-morrow morning. [928, 212, 1111, 262]
subheading: THE COMMISSION'S REPORT. [772, 607, 889, 617]
classified-ad: WANTED, by Two Respectable Girls, Position in Bar, house or country; excellent references. Apply "Dominion" Office. 6 [156, 680, 301, 714]
divider [3, 119, 149, 120]
divider [308, 394, 451, 395]
classified-ad: DECOLITE is a Waterproof and Fire-resisting Cement, and is a non-conductor of heat. It is specially adapted for covering floors of Hospitals, Hotels, Public Halls, Kitchens, Verandahs, Lavatories, and for many other similar purposes. Decolite is the Gem in Variate, and can be laid on any existing floor of either iron, wood, or cement, and will take a good polish. Samples, prices, and further particulars on application to— UNITED ASBESTOS AUSTRALASIAN AGENCY, LTD., Jervois Quay, Wellington. Or at Branches at Christchurch, Auckland, and Dunedin. [458, 570, 585, 720]
classified-ad: WANTED, Re-engagement by experienced Boxmaker, first-class reference. Apply "Boxer," "Dominion" Office. 5965 [156, 839, 301, 873]
classified-ad: WANTED to Buy, a good Second-hand Gun. Address "Gun," "Dominion" Office. 107 [3, 810, 149, 835]
divider [740, 582, 921, 583]
classified-ad: DOMINION Private Hotel, the Best Dinner in town for 6d. Fish Mondays. C1192 [308, 1138, 451, 1163]
divider [308, 534, 451, 535]
advert-text: Whatever remedy you may use for a cold or sore chest don't forget Rexona as a useful auxiliary. Our grandmothers used goose-oil. Modern Science presents you with Rexona. If your limbs ache, or if your chest is sore, rub well with Rexona till a sensation of pleasant warmth is attained. You need not neglect the usual internal remedies. But use Rexona as a valuable adjunct. It will take the edge off the pain and give you ease. Rexona is a reliable remedy for Cuts, Burns, Bruises, Eczema, Pimples, Sores, Chapped Hands, Chilblains, Piles, and all irritations and eruptions of the Skin. Sold by all Chemists and Stores in triangular pots at 1/6 and 3/-. Sample tin forwarded free upon application to Lane Ford Pty Co., 2 O'Connell St., Sydney, N.S.W. [458, 878, 585, 1061]
section-heading: BUSINESSES FOR SALE. [315, 537, 444, 548]
article-paragraph: Referring to the visit of the "Wallabies" to England, the "Illustrated London Sporting and Dramatic News" says:—"As might have been expected, the tour of the Australians has not proved a financial success. They came at least a year too soon after the New Zealanders, who were such an attraction, and their visit left the public cold. They won 25 out of their 31 matches, losing only four, and may be well satisfied with their results in the field." [928, 463, 1111, 538]
article-paragraph: A non-suit was also entered in the case Noel Stringer and Roberts, Ltd. v. Henry Cahill, claim for £13 2s. 6d., on the ground that the plaintiffs had made application for the claim to the wrong party. [740, 490, 921, 524]
section-heading: TO THE CITIZENS OF WELLINGTON. [19, 54, 133, 74]
section-heading: COLDS AND PAINS IN THE LIMBS. [462, 856, 581, 879]
classified-ad: WANTED, a Companion to assist in household duties and needlework, etc.; no children. Apply for particulars to Mrs. E. Ellis, Mitchell Street, Westport. 6418 [156, 221, 301, 255]
section-heading: NEW ZEALAND GIRL CURED. [942, 875, 1097, 886]
masthead [0, 0, 1114, 32]
section-heading: TRADES, PROFESSIONS, ETC. [11, 221, 141, 242]
lanes-medoline-advert [460, 1566, 583, 1647]
section-heading: REFUNDING A DEPOSIT. [597, 1115, 728, 1126]
